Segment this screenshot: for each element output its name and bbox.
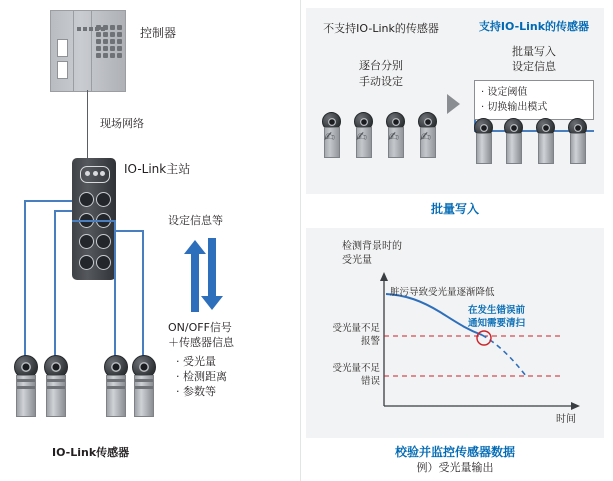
graph-caption — [306, 444, 604, 476]
panel-divider — [300, 0, 301, 481]
io-link-sensors-label: IO-Link传感器 — [52, 446, 130, 459]
field-network-label: 现场网络 — [100, 117, 144, 130]
batch-caption: 批量写入 — [430, 202, 479, 216]
left-system-diagram — [0, 0, 300, 481]
wire-segment — [24, 200, 72, 202]
wire-segment — [116, 230, 144, 232]
controller-label: 控制器 — [140, 26, 177, 40]
iolink-column — [464, 8, 604, 194]
field-network-line — [87, 90, 88, 158]
hand-icon: ✍ — [388, 130, 399, 145]
bidirectional-arrows-icon — [182, 238, 224, 312]
iolink-sensor — [474, 118, 491, 162]
hand-icon: ✍ — [324, 130, 335, 145]
master-connector-icon — [80, 166, 110, 183]
flow-arrow-icon — [447, 94, 460, 114]
graph-label-warning: 受光量不足 报警 — [332, 323, 380, 347]
batch-write-panel — [306, 8, 604, 194]
io-link-sensor — [14, 355, 36, 415]
manual-setting-label: 逐台分别 手动设定 — [359, 59, 403, 88]
sensor-info-bullets — [176, 354, 227, 399]
graph-label-error: 受光量不足 错误 — [332, 363, 380, 387]
non-iolink-column — [306, 8, 456, 194]
io-link-sensor — [132, 355, 154, 415]
iolink-sensor — [568, 118, 585, 162]
bullet-item: · 检测距离 — [176, 370, 227, 383]
io-link-master-device — [72, 158, 116, 280]
settings-item: · 设定阈值 — [481, 87, 528, 98]
wire-segment — [72, 220, 116, 222]
wire-segment — [24, 200, 26, 358]
wire-segment — [54, 210, 56, 358]
controller-device — [50, 10, 126, 92]
graph-x-label: 时间 — [556, 414, 576, 425]
batch-write-sub: 批量写入 设定信息 — [512, 45, 556, 73]
io-link-master-label: IO-Link主站 — [124, 162, 191, 176]
graph-annotation-notice: 在发生错误前 通知需要清扫 — [468, 305, 526, 329]
io-link-sensor — [44, 355, 66, 415]
setting-info-label: 设定信息等 — [168, 214, 223, 227]
bullet-item: · 受光量 — [176, 355, 216, 368]
onoff-signal-label: ON/OFF信号 ＋传感器信息 — [168, 321, 234, 349]
iolink-sensor — [504, 118, 521, 162]
io-link-sensor — [104, 355, 126, 415]
wire-segment — [142, 230, 144, 358]
graph-caption-main: 校验并监控传感器数据 — [394, 445, 515, 459]
iolink-title: 支持IO-Link的传感器 — [478, 20, 590, 33]
hand-icon: ✍ — [420, 130, 431, 145]
wire-segment — [54, 210, 72, 212]
non-iolink-title: 不支持IO-Link的传感器 — [323, 22, 439, 35]
graph-caption-sub: 例）受光量输出 — [416, 461, 494, 474]
hand-icon: ✍ — [356, 130, 367, 145]
settings-item: · 切换输出模式 — [481, 102, 548, 113]
bullet-item: · 参数等 — [176, 385, 216, 398]
settings-list-box — [474, 80, 594, 120]
wire-segment — [114, 220, 116, 358]
graph-y-title: 检测背景时的 受光量 — [342, 241, 402, 266]
iolink-sensor — [536, 118, 553, 162]
graph-annotation-decline: 脏污导致受光量逐渐降低 — [390, 287, 495, 298]
monitoring-graph-panel — [306, 228, 604, 438]
